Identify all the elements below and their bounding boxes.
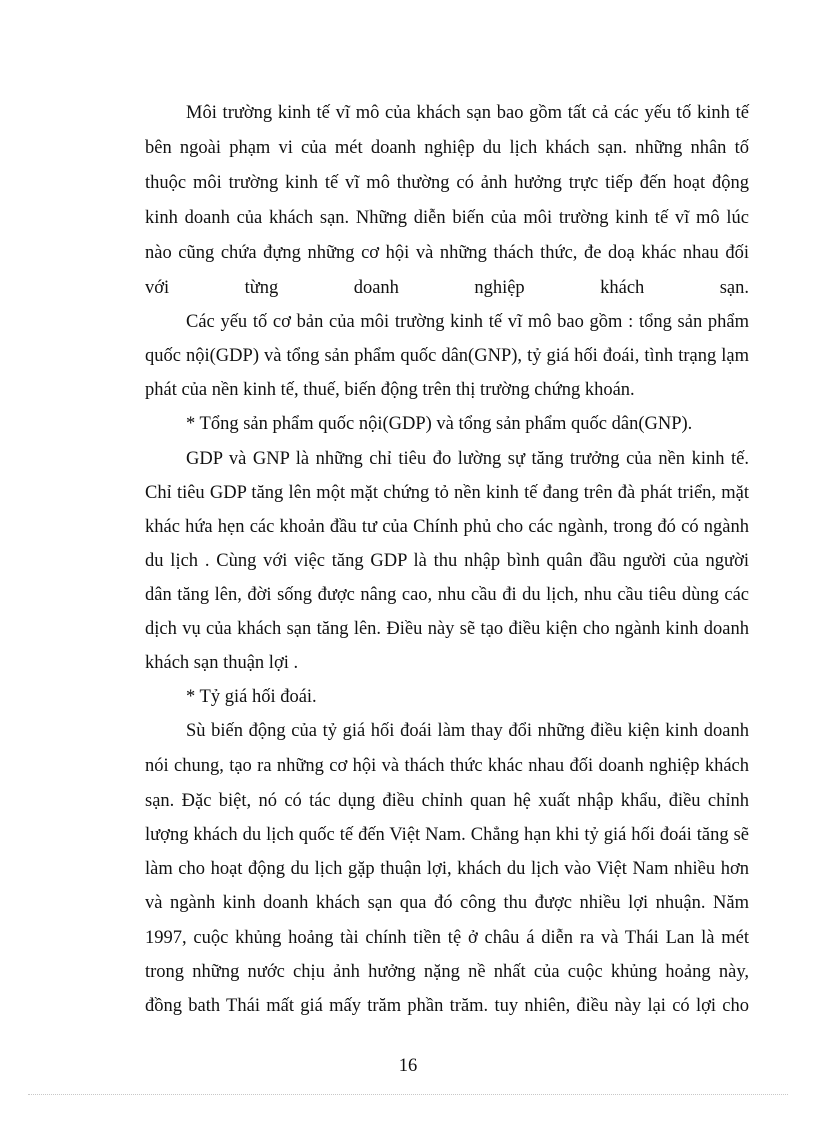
paragraph-line: đồng bath Thái mất giá mấy trăm phần trăm. tuy nhiên, điều này lại có lợi cho (145, 996, 749, 1016)
paragraph-line: thuộc môi trường kinh tế vĩ mô thường có ảnh hưởng trực tiếp đến hoạt động (145, 173, 749, 193)
paragraph-line: dân tăng lên, đời sống được nâng cao, nhu cầu đi du lịch, nhu cầu tiêu dùng các (145, 585, 749, 605)
paragraph-line: phát của nền kinh tế, thuế, biến động trên thị trường chứng khoán. (145, 380, 635, 400)
paragraph-line: kinh doanh của khách sạn. Những diễn biến của môi trường kinh tế vĩ mô lúc (145, 208, 749, 228)
paragraph-line: trong những nước chịu ảnh hưởng nặng nề nhất của cuộc khủng hoảng này, (145, 962, 749, 982)
paragraph-line: Các yếu tố cơ bản của môi trường kinh tế vĩ mô bao gồm : tổng sản phẩm (186, 312, 749, 332)
paragraph-line: dịch vụ của khách sạn tăng lên. Điều này sẽ tạo điều kiện cho ngành kinh doanh (145, 619, 749, 639)
paragraph-line: bên ngoài phạm vi của mét doanh nghiệp du lịch khách sạn. những nhân tố (145, 138, 749, 158)
paragraph-line: Môi trường kinh tế vĩ mô của khách sạn bao gồm tất cả các yếu tố kinh tế (186, 103, 749, 123)
page-number: 16 (398, 1056, 418, 1076)
paragraph-line: lượng khách du lịch quốc tế đến Việt Nam. Chẳng hạn khi tỷ giá hối đoái tăng sẽ (145, 825, 749, 845)
section-heading-exchange-rate: * Tỷ giá hối đoái. (186, 687, 317, 707)
paragraph-line: quốc nội(GDP) và tổng sản phẩm quốc dân(GNP), tỷ giá hối đoái, tình trạng lạm (145, 346, 749, 366)
paragraph-line: khác hứa hẹn các khoản đầu tư của Chính phủ cho các ngành, trong đó có ngành (145, 517, 749, 537)
paragraph-line: làm cho hoạt động du lịch gặp thuận lợi, khách du lịch vào Việt Nam nhiều hơn (145, 859, 749, 879)
paragraph-line: với từng doanh nghiệp khách sạn. (145, 278, 749, 298)
paragraph-line: và ngành kinh doanh khách sạn qua đó công thu được nhiều lợi nhuận. Năm (145, 893, 749, 913)
paragraph-line: Chỉ tiêu GDP tăng lên một mặt chứng tỏ nền kinh tế đang trên đà phát triển, mặt (145, 483, 749, 503)
paragraph-line: nói chung, tạo ra những cơ hội và thách thức khác nhau đối doanh nghiệp khách (145, 756, 749, 776)
paragraph-line: Sù biến động của tỷ giá hối đoái làm thay đổi những điều kiện kinh doanh (186, 721, 749, 741)
section-heading-gdp: * Tổng sản phẩm quốc nội(GDP) và tổng sản phẩm quốc dân(GNP). (186, 414, 693, 434)
paragraph-line: GDP và GNP là những chỉ tiêu đo lường sự tăng trưởng của nền kinh tế. (186, 449, 749, 469)
paragraph-line: du lịch . Cùng với việc tăng GDP là thu nhập bình quân đầu người của người (145, 551, 749, 571)
paragraph-line: 1997, cuộc khủng hoảng tài chính tiền tệ ở châu á diễn ra và Thái Lan là mét (145, 928, 749, 948)
paragraph-line: sạn. Đặc biệt, nó có tác dụng điều chỉnh quan hệ xuất nhập khẩu, điều chỉnh (145, 791, 749, 811)
paragraph-line: nào cũng chứa đựng những cơ hội và những thách thức, đe doạ khác nhau đối (145, 243, 749, 263)
footer-divider (28, 1094, 788, 1095)
paragraph-line: khách sạn thuận lợi . (145, 653, 299, 673)
